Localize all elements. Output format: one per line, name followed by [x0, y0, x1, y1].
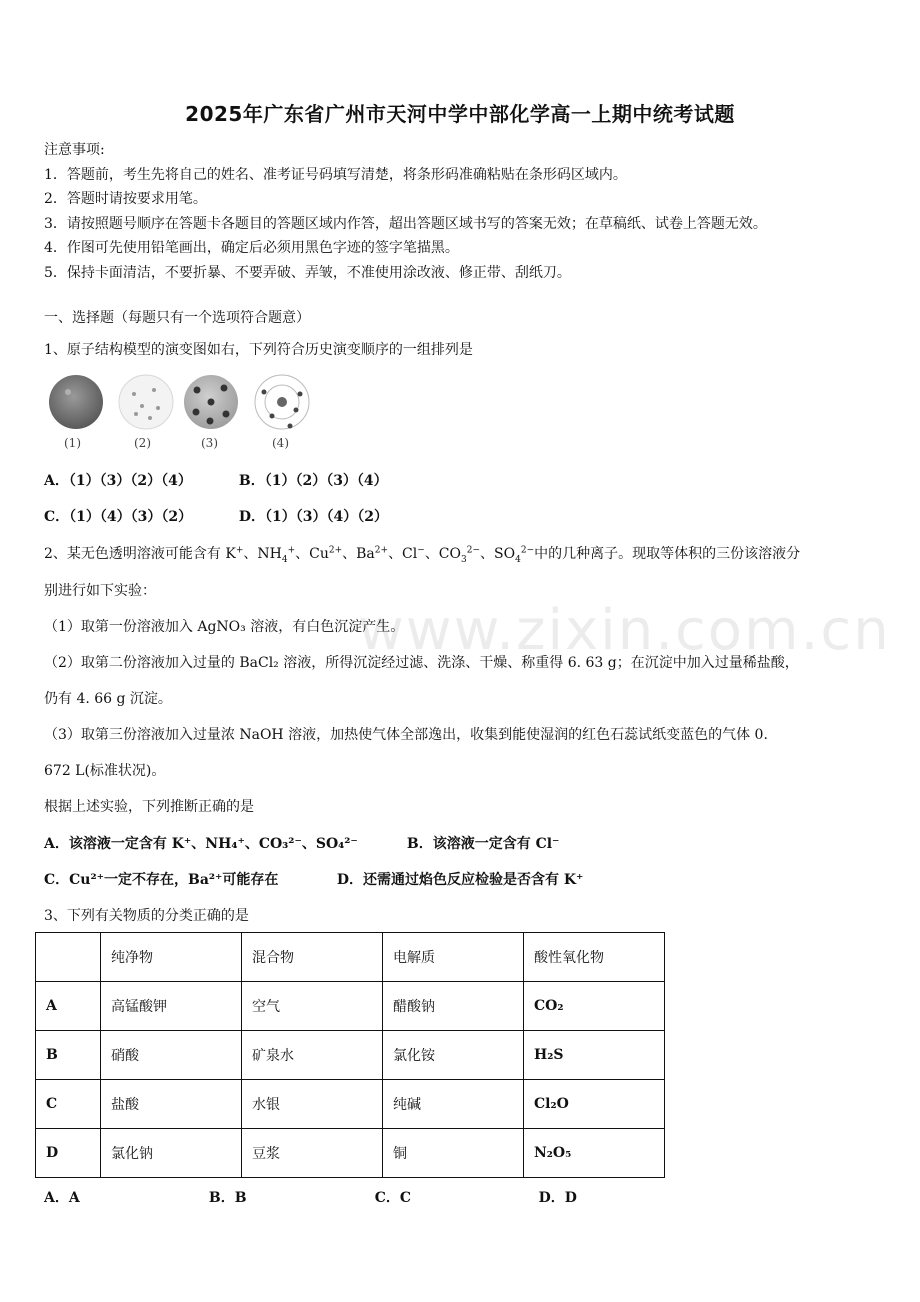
- q3-option-c[interactable]: C．C: [374, 1190, 412, 1206]
- atom-model-3: [184, 375, 238, 429]
- atom-model-2: [119, 375, 173, 429]
- q2-option-d[interactable]: D．还需通过焰色反应检验是否含有 K⁺: [336, 872, 584, 888]
- q2-option-b[interactable]: B．该溶液一定含有 Cl⁻: [406, 836, 560, 852]
- table-row: [36, 982, 665, 1031]
- q2-question: 根据上述实验，下列推断正确的是: [44, 799, 254, 815]
- table-cell: 纯碱: [383, 1080, 524, 1129]
- q2-stem-start: 2、某无色透明溶液可能含有 K: [44, 546, 236, 562]
- q3-options-row: [44, 1187, 577, 1207]
- table-row: [36, 1129, 665, 1178]
- note-item: 2．答题时请按要求用笔。: [44, 191, 207, 207]
- q3-option-d[interactable]: D．D: [538, 1190, 577, 1206]
- note-item: 5．保持卡面清洁，不要折暴、不要弄破、弄皱，不准使用涂改液、修正带、刮纸刀。: [44, 264, 571, 281]
- note-item: 3．请按照题号顺序在答题卡各题目的答题区域内作答，超出答题区域书写的答案无效；在草稿纸、试卷上答题无效。: [44, 215, 767, 232]
- table-cell: 硝酸: [101, 1031, 242, 1080]
- table-header-cell: [36, 933, 101, 982]
- q1-option-b[interactable]: B．（1）（2）（3）（4）: [238, 473, 388, 489]
- table-header-cell: 纯净物: [101, 933, 242, 982]
- table-cell: A: [36, 982, 101, 1031]
- table-cell: 氯化钠: [101, 1129, 242, 1178]
- q3-stem: 3、下列有关物质的分类正确的是: [44, 908, 249, 924]
- watermark: www.zixin.com.cn: [358, 598, 891, 663]
- figure-label: (1): [64, 436, 81, 450]
- notes-heading: 注意事项:: [44, 142, 105, 158]
- table-cell: 高锰酸钾: [101, 982, 242, 1031]
- q1-option-d[interactable]: D．（1）（3）（4）（2）: [238, 509, 388, 525]
- q2-experiment-3: （3）取第三份溶液加入过量浓 NaOH 溶液，加热使气体全部逸出，收集到能使湿润的红色石蕊试纸变蓝色的气体 0.: [44, 727, 768, 743]
- q1-stem: 1、原子结构模型的演变图如右，下列符合历史演变顺序的一组排列是: [44, 342, 473, 358]
- table-cell: 醋酸钠: [383, 982, 524, 1031]
- q1-option-c[interactable]: C．（1）（4）（3）（2）: [44, 509, 193, 525]
- q2-experiment-2-cont: 仍有 4. 66 g 沉淀。: [44, 691, 172, 707]
- note-item: 1．答题前，考生先将自己的姓名、准考证号码填写清楚，将条形码准确粘贴在条形码区域内。: [44, 166, 627, 183]
- q2-options-row1: [44, 833, 559, 853]
- q2-option-c[interactable]: C．Cu²⁺一定不存在，Ba²⁺可能存在: [44, 872, 279, 888]
- table-cell: 矿泉水: [242, 1031, 383, 1080]
- q2-stem-line2: 别进行如下实验：: [44, 583, 156, 599]
- atom-models-image: [46, 372, 336, 434]
- section-heading: 一、选择题（每题只有一个选项符合题意）: [44, 310, 310, 326]
- q2-experiment-2: （2）取第二份溶液加入过量的 BaCl₂ 溶液，所得沉淀经过滤、洗涤、干燥、称重得 6. 63 g；在沉淀中加入过量稀盐酸，: [44, 655, 799, 671]
- classification-table: [35, 932, 665, 1178]
- table-cell: H₂S: [524, 1031, 665, 1080]
- q2-experiment-3-cont: 672 L(标准状况)。: [44, 763, 166, 779]
- q3-option-a[interactable]: A．A: [44, 1190, 80, 1206]
- table-cell: B: [36, 1031, 101, 1080]
- table-cell: D: [36, 1129, 101, 1178]
- q2-options-row2: [44, 869, 583, 889]
- q2-stem-end: 中的几种离子。现取等体积的三份该溶液分: [534, 546, 801, 562]
- table-cell: 豆浆: [242, 1129, 383, 1178]
- table-row: [36, 1080, 665, 1129]
- figure-label: (2): [134, 436, 151, 450]
- table-cell: 氯化铵: [383, 1031, 524, 1080]
- page-title: 2025年广东省广州市天河中学中部化学高一上期中统考试题: [185, 102, 735, 126]
- note-item: 4．作图可先使用铅笔画出，确定后必须用黑色字迹的签字笔描黑。: [44, 240, 459, 256]
- table-header-cell: 电解质: [383, 933, 524, 982]
- atom-model-4: [255, 375, 309, 429]
- q1-options-row1: [44, 470, 388, 490]
- q1-option-a[interactable]: A．（1）（3）（2）（4）: [44, 473, 192, 489]
- figure-label: (4): [272, 436, 289, 450]
- table-cell: 空气: [242, 982, 383, 1031]
- table-header-cell: 混合物: [242, 933, 383, 982]
- q2-experiment-1: （1）取第一份溶液加入 AgNO₃ 溶液，有白色沉淀产生。: [44, 619, 405, 635]
- notes-block: [44, 138, 767, 285]
- table-cell: Cl₂O: [524, 1080, 665, 1129]
- table-cell: N₂O₅: [524, 1129, 665, 1178]
- atom-model-1: [49, 375, 103, 429]
- table-cell: 盐酸: [101, 1080, 242, 1129]
- table-cell: CO₂: [524, 982, 665, 1031]
- table-header-row: [36, 933, 665, 982]
- q3-option-b[interactable]: B．B: [208, 1190, 247, 1206]
- table-row: [36, 1031, 665, 1080]
- table-cell: 铜: [383, 1129, 524, 1178]
- atom-model-figure: [46, 372, 336, 456]
- table-cell: 水银: [242, 1080, 383, 1129]
- figure-label: (3): [201, 436, 218, 450]
- q1-options-row2: [44, 506, 388, 526]
- q2-option-a[interactable]: A．该溶液一定含有 K⁺、NH₄⁺、CO₃²⁻、SO₄²⁻: [44, 836, 358, 852]
- table-cell: C: [36, 1080, 101, 1129]
- q2-stem: 2、某无色透明溶液可能含有 K+、$NH_4^+$、$Cu^{2+}$、$Ba^{2+}$、Cl−、$CO_3^{2-}$、$SO_4^{2-}$中的几种离子。现取等体积的三份该溶液分: [44, 545, 801, 565]
- table-header-cell: 酸性氧化物: [524, 933, 665, 982]
